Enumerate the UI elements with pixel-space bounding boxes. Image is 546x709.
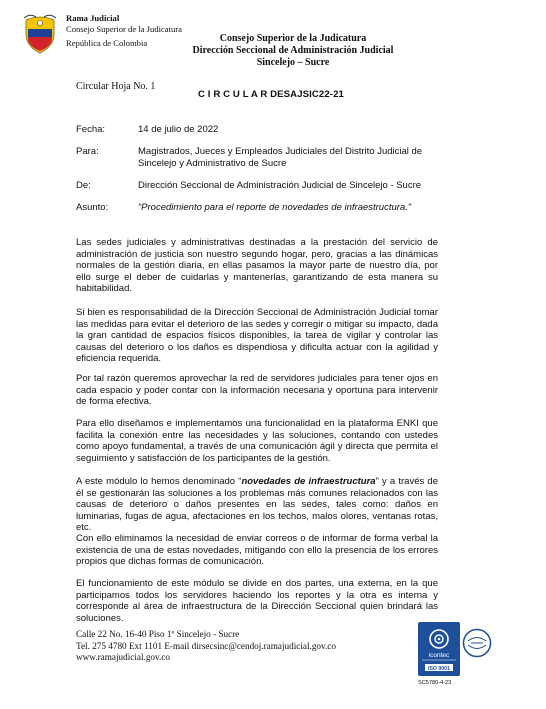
footer-phone-email: Tel. 275 4780 Ext 1101 E-mail dirsecsinc@cendoj.ramajudicial.gov.co bbox=[76, 640, 336, 651]
branch-name: Rama Judicial bbox=[66, 13, 120, 23]
colombia-coat-of-arms-logo bbox=[22, 12, 58, 56]
iqnet-certification-icon bbox=[462, 628, 492, 658]
cert-code: SC5780-4-23 bbox=[418, 680, 452, 686]
circular-title: C I R C U L A R DESAJSIC22-21 bbox=[198, 89, 344, 100]
paragraph-3: Por tal razón queremos aprovechar la red de servidores judiciales para tener ojos en cada espacio y poder contar con la información necesaria y oportuna para intervenir de forma efectiva. bbox=[76, 373, 438, 407]
footer-contact bbox=[76, 629, 336, 664]
issuing-office bbox=[170, 33, 416, 69]
footer-address: Calle 22 No. 16-40 Piso 1º Sincelejo - Sucre bbox=[76, 629, 240, 639]
city-name: Sincelejo – Sucre bbox=[256, 57, 330, 68]
paragraph-1: Las sedes judiciales y administrativas destinadas a la prestación del servicio de administración de justicia son nuestro segundo hogar, pero, gracias a las dinámicas normales de la gestión diaria, en ellas pasamos la mayor parte de nuestro día, por ello surge el deber de cuidarlas y mantenerlas, garantizando de esta manera su habitabilidad. bbox=[76, 237, 438, 294]
council-name: Consejo Superior de la Judicatura bbox=[219, 33, 367, 44]
branch-country: República de Colombia bbox=[66, 38, 148, 48]
para-value: Magistrados, Jueces y Empleados Judiciales del Distrito Judicial de Sincelejo y Administrativo de Sucre bbox=[138, 146, 423, 169]
de-value: Dirección Seccional de Administración Judicial de Sincelejo - Sucre bbox=[138, 180, 422, 191]
cert-brand: icontec bbox=[428, 652, 450, 659]
icontec-icon bbox=[418, 622, 460, 676]
paragraph-5-lead: A este módulo lo hemos denominado “ bbox=[76, 476, 242, 487]
asunto-value: “Procedimiento para el reporte de novedades de infraestructura.” bbox=[138, 202, 412, 213]
asunto-label: Asunto: bbox=[76, 202, 109, 213]
footer-website: www.ramajudicial.gov.co bbox=[76, 652, 170, 662]
paragraph-6: Con ello eliminamos la necesidad de enviar correos o de informar de forma verbal la existencia de una de estas novedades, mitigando con ello la presencia de los errores propios que dichas formas de comunicación. bbox=[76, 533, 438, 567]
icontec-certification-logo bbox=[418, 622, 460, 676]
para-label: Para: bbox=[76, 146, 99, 157]
module-name-emphasis: novedades de infraestructura bbox=[241, 476, 376, 487]
branch-council: Consejo Superior de la Judicatura bbox=[66, 23, 182, 34]
paragraph-2: Si bien es responsabilidad de la Dirección Seccional de Administración Judicial tomar las medidas para evitar el deterioro de las sedes y corregir o mitigar su impacto, dada la gran cantidad de espacios físicos disponibles, la tarea de vigilar y controlar las causas del deterioro o los daños es dispendiosa y dificulta actuar con la agilidad y eficiencia requerida. bbox=[76, 307, 438, 364]
cert-standard: ISO 9001 bbox=[428, 665, 450, 672]
fecha-label: Fecha: bbox=[76, 124, 106, 135]
directorate-name: Dirección Seccional de Administración Judicial bbox=[192, 45, 394, 56]
paragraph-5 bbox=[76, 476, 438, 534]
branch-identity bbox=[66, 13, 182, 49]
paragraph-7: El funcionamiento de este módulo se divide en dos partes, una externa, en la que participamos todos los servidores haciendo los reportes y la otra es interna y corresponde al área de infraestructura de la Dirección Seccional quien brindará las soluciones. bbox=[76, 578, 438, 624]
de-label: De: bbox=[76, 180, 91, 191]
fecha-value: 14 de julio de 2022 bbox=[138, 124, 219, 135]
page-reference: Circular Hoja No. 1 bbox=[76, 81, 156, 92]
paragraph-4: Para ello diseñamos e implementamos una funcionalidad en la plataforma ENKI que facilita la conexión entre las necesidades y las soluciones, contando con ustedes como apoyo fundamental, a través de una comunicación ágil y directa que permita el seguimiento y satisfacción de los participantes de la gestión. bbox=[76, 418, 438, 464]
paragraph-5-rest: ” y a través de él se gestionarán las soluciones a los problemas más comunes relacionados con las causas de deterioro o daños presentes en las sedes, tales como: daños en luminarias, fugas de agua, afectaciones en los techos, malos olores, ventanas rotas, etc. bbox=[76, 476, 438, 533]
